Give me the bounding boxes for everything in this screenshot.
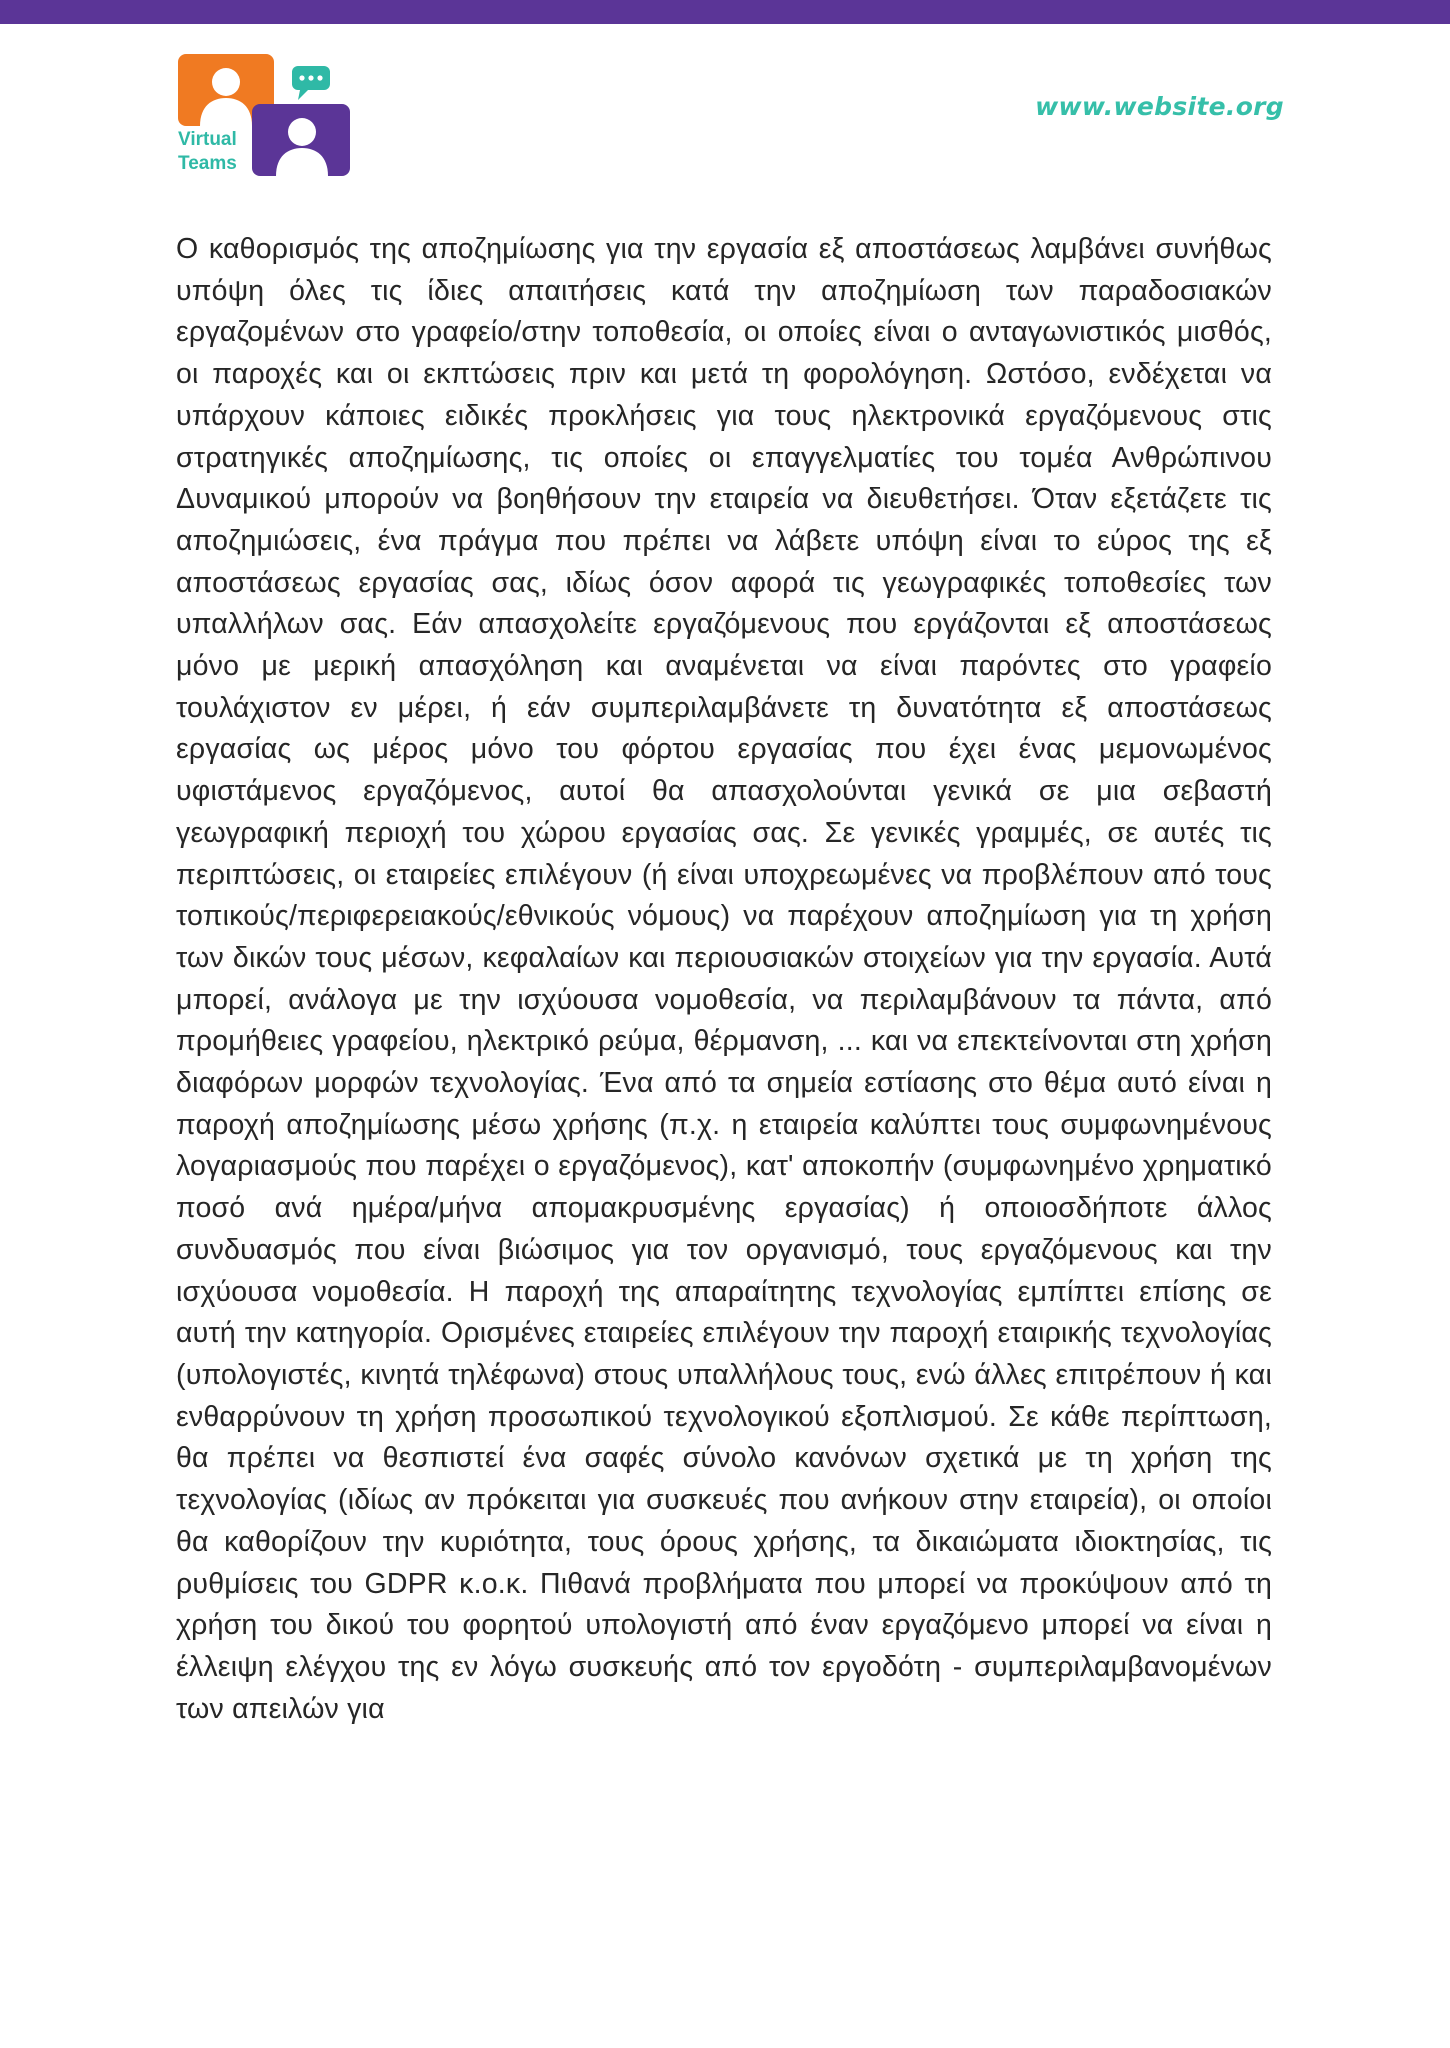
virtual-teams-logo [176,52,356,180]
website-url: www.website.org [1035,92,1284,121]
logo-wordmark [178,128,237,176]
logo-line-1: Virtual [178,129,237,150]
logo-line-2: Teams [178,153,237,174]
body-paragraph: Ο καθορισμός της αποζημίωσης για την εργασία εξ αποστάσεως λαμβάνει συνήθως υπόψη όλες τις ίδιες απαιτήσεις κατά την αποζημίωση των παραδοσιακών εργαζομένων στο γραφείο/στην τοποθεσία, οι οποίες είναι ο ανταγωνιστικός μισθός, οι παροχές και οι εκπτώσεις πριν και μετά τη φορολόγηση. Ωστόσο, ενδέχεται να υπάρχουν κάποιες ειδικές προκλήσεις για τους ηλεκτρονικά εργαζόμενους στις στρατηγικές αποζημίωσης, τις οποίες οι επαγγελματίες του τομέα Ανθρώπινου Δυναμικού μπορούν να βοηθήσουν την εταιρεία να διευθετήσει. Όταν εξετάζετε τις αποζημιώσεις, ένα πράγμα που πρέπει να λάβετε υπόψη είναι το εύρος της εξ αποστάσεως εργασίας σας, ιδίως όσον αφορά τις γεωγραφικές τοποθεσίες των υπαλλήλων σας. Εάν απασχολείτε εργαζόμενους που εργάζονται εξ αποστάσεως μόνο με μερική απασχόληση και αναμένεται να είναι παρόντες στο γραφείο τουλάχιστον εν μέρει, ή εάν συμπεριλαμβάνετε τη δυνατότητα εξ αποστάσεως εργασίας ως μέρος μόνο του φόρτου εργασίας που έχει ένας μεμονωμένος υφιστάμενος εργαζόμενος, αυτοί θα απασχολούνται γενικά σε μια σεβαστή γεωγραφική περιοχή του χώρου εργασίας σας. Σε γενικές γραμμές, σε αυτές τις περιπτώσεις, οι εταιρείες επιλέγουν (ή είναι υποχρεωμένες να προβλέπουν από τους τοπικούς/περιφερειακούς/εθνικούς νόμους) να παρέχουν αποζημίωση για τη χρήση των δικών τους μέσων, κεφαλαίων και περιουσιακών στοιχείων για την εργασία. Αυτά μπορεί, ανάλογα με την ισχύουσα νομοθεσία, να περιλαμβάνουν τα πάντα, από προμήθειες γραφείου, ηλεκτρικό ρεύμα, θέρμανση, ... και να επεκτείνονται στη χρήση διαφόρων μορφών τεχνολογίας. Ένα από τα σημεία εστίασης στο θέμα αυτό είναι η παροχή αποζημίωσης μέσω χρήσης (π.χ. η εταιρεία καλύπτει τους συμφωνημένους λογαριασμούς που παρέχει ο εργαζόμενος), κατ' αποκοπήν (συμφωνημένο χρηματικό ποσό ανά ημέρα/μήνα απομακρυσμένης εργασίας) ή οποιοσδήποτε άλλος συνδυασμός που είναι βιώσιμος για τον οργανισμό, τους εργαζόμενους και την ισχύουσα νομοθεσία. Η παροχή της απαραίτητης τεχνολογίας εμπίπτει επίσης σε αυτή την κατηγορία. Ορισμένες εταιρείες επιλέγουν την παροχή εταιρικής τεχνολογίας (υπολογιστές, κινητά τηλέφωνα) στους υπαλλήλους τους, ενώ άλλες επιτρέπουν ή και ενθαρρύνουν τη χρήση προσωπικού τεχνολογικού εξοπλισμού. Σε κάθε περίπτωση, θα πρέπει να θεσπιστεί ένα σαφές σύνολο κανόνων σχετικά με τη χρήση της τεχνολογίας (ιδίως αν πρόκειται για συσκευές που ανήκουν στην εταιρεία), οι οποίοι θα καθορίζουν την κυριότητα, τους όρους χρήσης, τα δικαιώματα ιδιοκτησίας, τις ρυθμίσεις του GDPR κ.ο.κ. Πιθανά προβλήματα που μπορεί να προκύψουν από τη χρήση του δικού του φορητού υπολογιστή από έναν εργαζόμενο μπορεί να είναι η έλλειψη ελέγχου της εν λόγω συσκευής από τον εργοδότη - συμπεριλαμβανομένων των απειλών για [176,233,1272,1725]
top-accent-bar [0,0,1450,24]
